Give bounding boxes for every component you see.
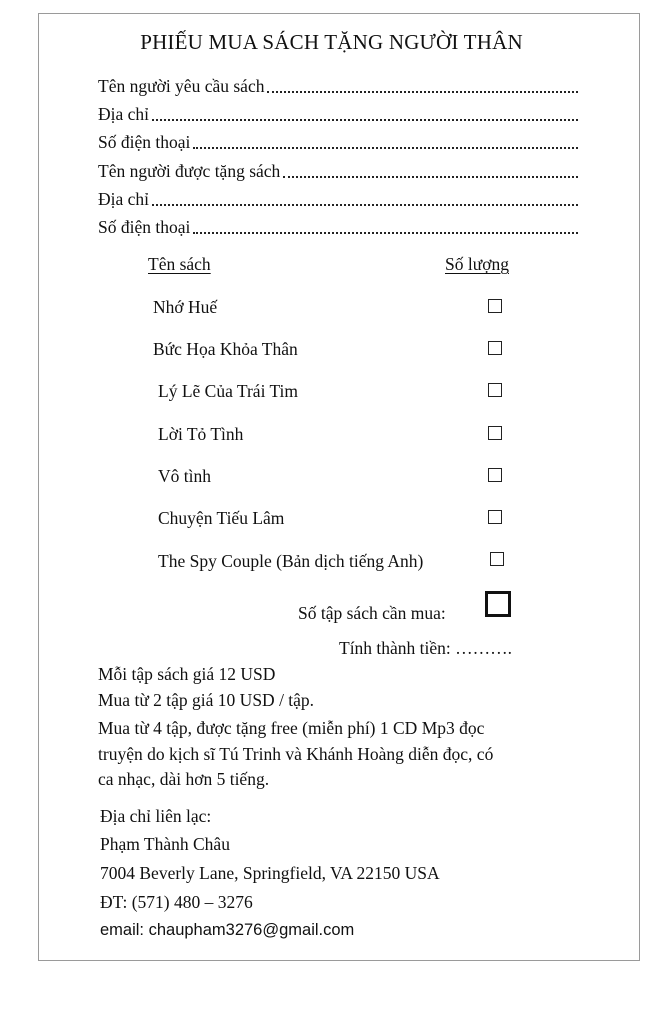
book-title: Lý Lẽ Của Trái Tim xyxy=(158,381,299,401)
book-checkbox[interactable] xyxy=(488,341,502,355)
quantity-header: Số lượng xyxy=(445,254,509,274)
contact-address: 7004 Beverly Lane, Springfield, VA 22150 USA xyxy=(100,863,440,883)
recipient-address-field[interactable] xyxy=(98,189,578,211)
book-checkbox[interactable] xyxy=(490,552,504,566)
book-checkbox[interactable] xyxy=(488,426,502,440)
field-label: Địa chỉ xyxy=(98,104,150,124)
contact-name: Phạm Thành Châu xyxy=(100,834,230,854)
book-title: Chuyện Tiếu Lâm xyxy=(158,508,285,528)
dotted-line xyxy=(152,204,578,206)
field-label: Tên người được tặng sách xyxy=(98,161,281,181)
dotted-line xyxy=(193,147,578,149)
book-checkbox[interactable] xyxy=(488,383,502,397)
pricing-line: Mỗi tập sách giá 12 USD xyxy=(98,664,276,684)
recipient-phone-field[interactable] xyxy=(98,217,578,239)
pricing-line: truyện do kịch sĩ Tú Trinh và Khánh Hoàng diễn đọc, có xyxy=(98,744,494,764)
requester-name-field[interactable] xyxy=(98,76,578,98)
dotted-line xyxy=(283,176,578,178)
book-checkbox[interactable] xyxy=(488,468,502,482)
book-checkbox[interactable] xyxy=(488,510,502,524)
contact-heading: Địa chỉ liên lạc: xyxy=(100,806,212,826)
pricing-line: ca nhạc, dài hơn 5 tiếng. xyxy=(98,769,270,789)
form-title: PHIẾU MUA SÁCH TẶNG NGƯỜI THÂN xyxy=(140,30,523,54)
dotted-line xyxy=(193,232,578,234)
field-label: Tên người yêu cầu sách xyxy=(98,76,265,96)
pricing-line: Mua từ 2 tập giá 10 USD / tập. xyxy=(98,690,315,710)
requester-address-field[interactable] xyxy=(98,104,578,126)
dotted-line xyxy=(267,91,578,93)
book-title: The Spy Couple (Bản dịch tiếng Anh) xyxy=(158,551,424,571)
total-volumes-box[interactable] xyxy=(485,591,511,617)
field-label: Số điện thoại xyxy=(98,217,191,237)
recipient-name-field[interactable] xyxy=(98,161,578,183)
contact-email[interactable]: email: chaupham3276@gmail.com xyxy=(100,921,355,939)
field-label: Địa chỉ xyxy=(98,189,150,209)
book-title: Nhớ Huế xyxy=(153,297,218,317)
dotted-line xyxy=(152,119,578,121)
book-title: Bức Họa Khỏa Thân xyxy=(153,339,298,359)
total-price-label: Tính thành tiền: ………. xyxy=(339,638,513,658)
total-volumes-label: Số tập sách cần mua: xyxy=(298,603,446,623)
contact-phone: ĐT: (571) 480 – 3276 xyxy=(100,892,253,912)
book-title: Lời Tỏ Tình xyxy=(158,424,244,444)
book-title: Vô tình xyxy=(158,466,211,486)
requester-phone-field[interactable] xyxy=(98,132,578,154)
pricing-line: Mua từ 4 tập, được tặng free (miễn phí) 1 CD Mp3 đọc xyxy=(98,718,485,738)
book-name-header: Tên sách xyxy=(148,254,211,274)
field-label: Số điện thoại xyxy=(98,132,191,152)
book-checkbox[interactable] xyxy=(488,299,502,313)
